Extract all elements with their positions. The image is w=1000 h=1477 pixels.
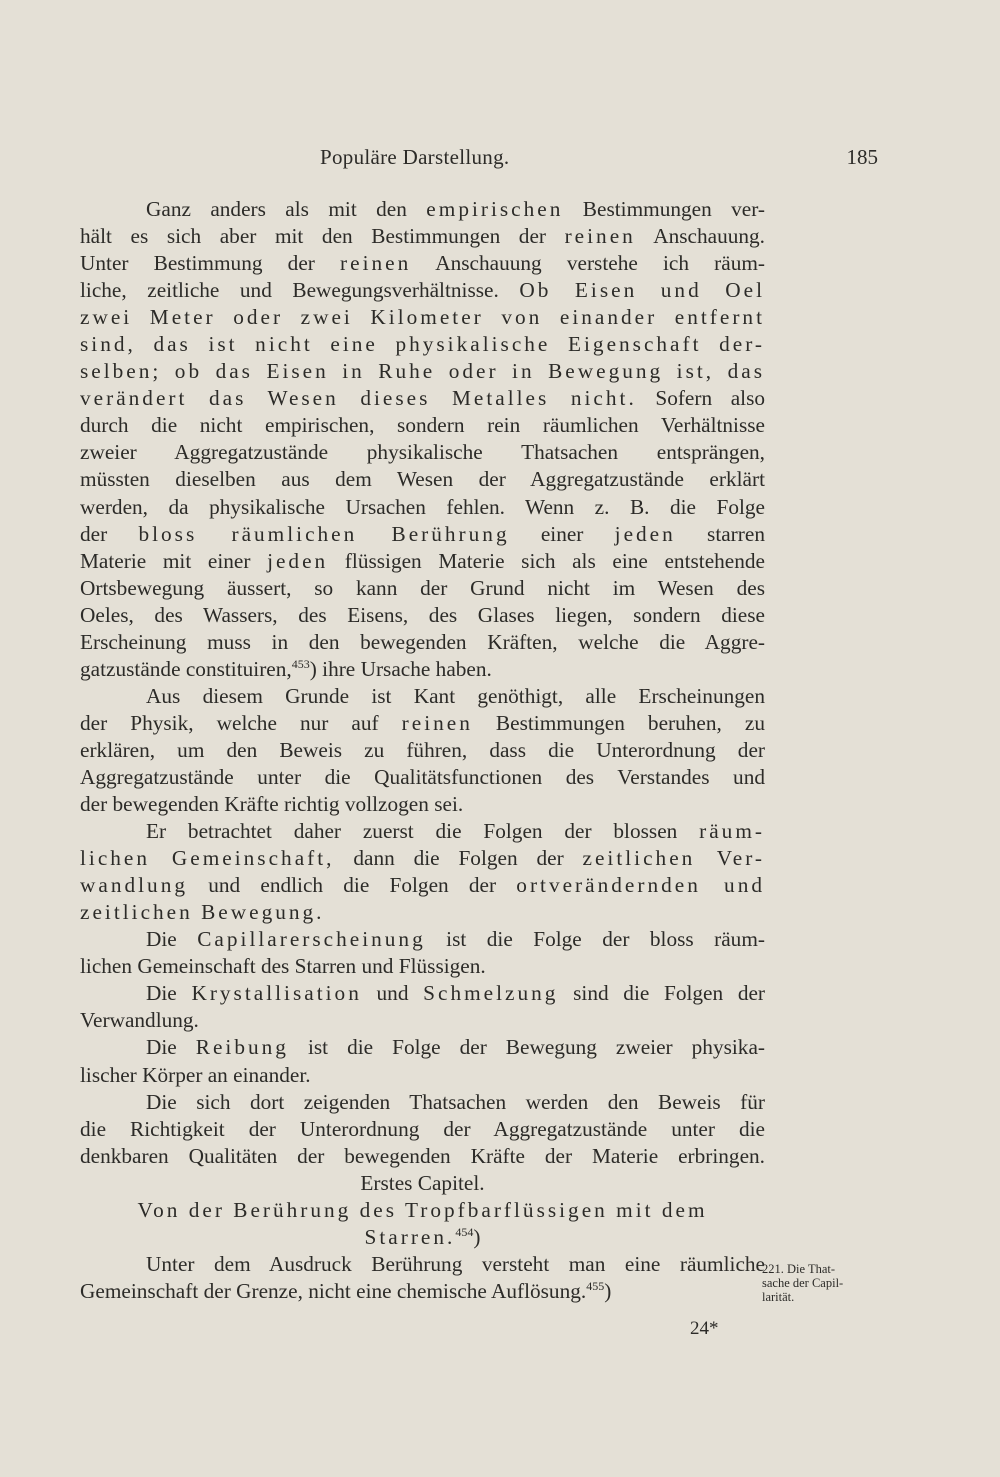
line-text: Die [146,981,192,1006]
text-line [80,521,765,548]
text-line [80,980,765,1007]
line-text: die Richtigkeit der Unterordnung der Aggregatzustände unter die [80,1116,765,1141]
text-line [80,926,765,953]
text-line [80,656,765,683]
text-line [80,439,765,466]
line-text: Die [146,927,198,952]
line-text: Aggregatzustände unter die Qualitätsfunctionen des Verstandes und [80,764,765,789]
footnote-ref: 455 [586,1278,605,1293]
spaced-text: sind, das ist nicht eine physikalische Eigenschaft der- [80,332,765,357]
text-line [80,1170,765,1197]
line-text: der [80,521,139,546]
line-text: zweier Aggregatzustände physikalische Thatsachen entsprängen, [80,440,765,465]
line-text: Ganz anders als mit den [146,197,427,221]
line-text: der Physik, welche nur auf [80,710,402,735]
line-text: ist die Folge der Bewegung zweier physika- [288,1035,765,1060]
spaced-text: reinen [401,710,473,735]
line-text: ) ihre Ursache haben. [309,656,492,681]
line-text: Ortsbewegung äussert, so kann der Grund nicht im Wesen des [80,575,765,600]
text-line [80,196,765,223]
text-line [80,683,765,710]
line-text: starren [675,521,765,546]
text-line [80,331,765,358]
spaced-text: räum- [699,819,765,844]
spaced-text: selben; ob das Eisen in Ruhe oder in Bewegung ist, das [80,359,765,384]
line-text: Anschauung. [635,224,765,249]
text-line [80,1251,765,1278]
page-number: 185 [846,145,878,169]
line-text: Die sich dort zeigenden Thatsachen werden den Beweis für [146,1089,765,1114]
line-text: ist die Folge der bloss räum- [425,927,765,952]
spaced-text: zwei Meter oder zwei Kilometer von einander entfernt [80,305,765,330]
spaced-text: reinen [564,224,636,249]
text-line [80,737,765,764]
line-text: Unter Bestimmung der [80,251,341,276]
line-text: Gemeinschaft der Grenze, nicht eine chemische Auflösung. [80,1278,587,1303]
line-text: Anschauung verstehe ich räum- [411,251,766,276]
line-text: Bestimmungen beruhen, zu [472,710,765,735]
line-text: Verwandlung. [80,1008,199,1033]
text-line [80,494,765,521]
line-text: lichen Gemeinschaft des Starren und Flüssigen. [80,954,486,979]
spaced-text: Krystallisation [191,981,362,1006]
text-line [80,899,765,926]
line-text: Erscheinung muss in den bewegenden Kräften, welche die Aggre- [80,629,765,654]
spaced-text: Schmelzung [423,981,559,1006]
line-text: Unter dem Ausdruck Berührung versteht man eine räumliche [146,1251,765,1276]
spaced-text: Starren. [364,1224,456,1249]
line-text: Er betrachtet daher zuerst die Folgen der blossen [146,819,700,844]
spaced-text: wandlung [80,873,188,898]
line-text: Erstes Capitel. [360,1170,485,1195]
line-text: werden, da physikalische Ursachen fehlen. Wenn z. B. die Folge [80,494,765,519]
line-text: einer [509,521,615,546]
spaced-text: Reibung [195,1035,289,1060]
text-line [80,277,765,304]
text-line [80,710,765,737]
spaced-text: jeden [614,521,676,546]
spaced-text: verändert das Wesen dieses Metalles nicht. [80,386,637,411]
line-text: gatzustände constituiren, [80,656,292,681]
text-line [80,1034,765,1061]
line-text: liche, zeitliche und Bewegungsverhältnisse. [80,278,520,303]
signature-mark: 24* [690,1318,719,1339]
text-line [80,412,765,439]
page-header [80,145,880,179]
line-text: Sofern also [636,386,765,411]
margin-note-line: sache der Capil- [762,1276,844,1290]
text-line [80,1007,765,1034]
text-line [80,250,765,277]
line-text: müssten dieselben aus dem Wesen der Aggregatzustände erklärt [80,467,765,492]
spaced-text: reinen [340,251,412,276]
text-line [80,1116,765,1143]
text-line [80,466,765,493]
spaced-text: Ob Eisen und Oel [519,278,766,303]
text-line [80,1062,765,1089]
text-line [80,1089,765,1116]
spaced-text: Capillarerscheinung [197,927,426,952]
text-line [80,575,765,602]
text-line [80,791,765,818]
line-text: und [361,981,424,1006]
spaced-text: lichen Gemeinschaft, [80,846,335,871]
footnote-ref: 453 [291,656,310,671]
spaced-text: ortverändernden und [516,873,765,898]
line-text: Oeles, des Wassers, des Eisens, des Glases liegen, sondern diese [80,602,765,627]
text-line [80,602,765,629]
body-text [80,196,765,1305]
footnote-ref: 454 [455,1224,474,1239]
line-text: denkbaren Qualitäten der bewegenden Kräfte der Materie erbringen. [80,1143,765,1168]
margin-note-line: 221. Die That- [762,1262,836,1276]
line-text: Aus diesem Grunde ist Kant genöthigt, alle Erscheinungen [146,683,765,708]
text-line [80,629,765,656]
line-text: Die [146,1035,196,1060]
text-line [80,1224,765,1251]
text-line [80,223,765,250]
spaced-text: jeden [267,548,329,573]
text-line [80,1278,765,1305]
margin-note [762,1262,892,1304]
spaced-text: empirischen [426,197,564,221]
text-line [80,1143,765,1170]
spaced-text: zeitlichen Bewegung. [80,900,325,925]
text-line [80,953,765,980]
spaced-text: bloss räumlichen Berührung [138,521,510,546]
spaced-text: zeitlichen Ver- [582,846,766,871]
running-title: Populäre Darstellung. [320,145,510,169]
text-line [80,304,765,331]
line-text: hält es sich aber mit den Bestimmungen der [80,224,565,249]
line-text: flüssigen Materie sich als eine entstehende [328,548,766,573]
text-line [80,1197,765,1224]
line-text: ) [473,1224,481,1249]
line-text: erklären, um den Beweis zu führen, dass die Unterordnung der [80,737,765,762]
text-line [80,548,765,575]
text-line [80,385,765,412]
line-text: Materie mit einer [80,548,268,573]
line-text: sind die Folgen der [558,981,766,1006]
text-line [80,845,765,872]
line-text: und endlich die Folgen der [188,873,517,898]
line-text: Bestimmungen ver- [563,197,765,221]
text-line [80,358,765,385]
text-line [80,764,765,791]
text-line [80,872,765,899]
line-text: dann die Folgen der [334,846,583,871]
line-text: lischer Körper an einander. [80,1062,311,1087]
line-text: durch die nicht empirischen, sondern rein räumlichen Verhältnisse [80,413,765,438]
line-text: der bewegenden Kräfte richtig vollzogen sei. [80,792,464,817]
margin-note-line: larität. [762,1290,795,1304]
line-text: ) [604,1278,612,1303]
spaced-text: Von der Berührung des Tropfbarflüssigen mit dem [137,1197,708,1222]
text-line [80,818,765,845]
